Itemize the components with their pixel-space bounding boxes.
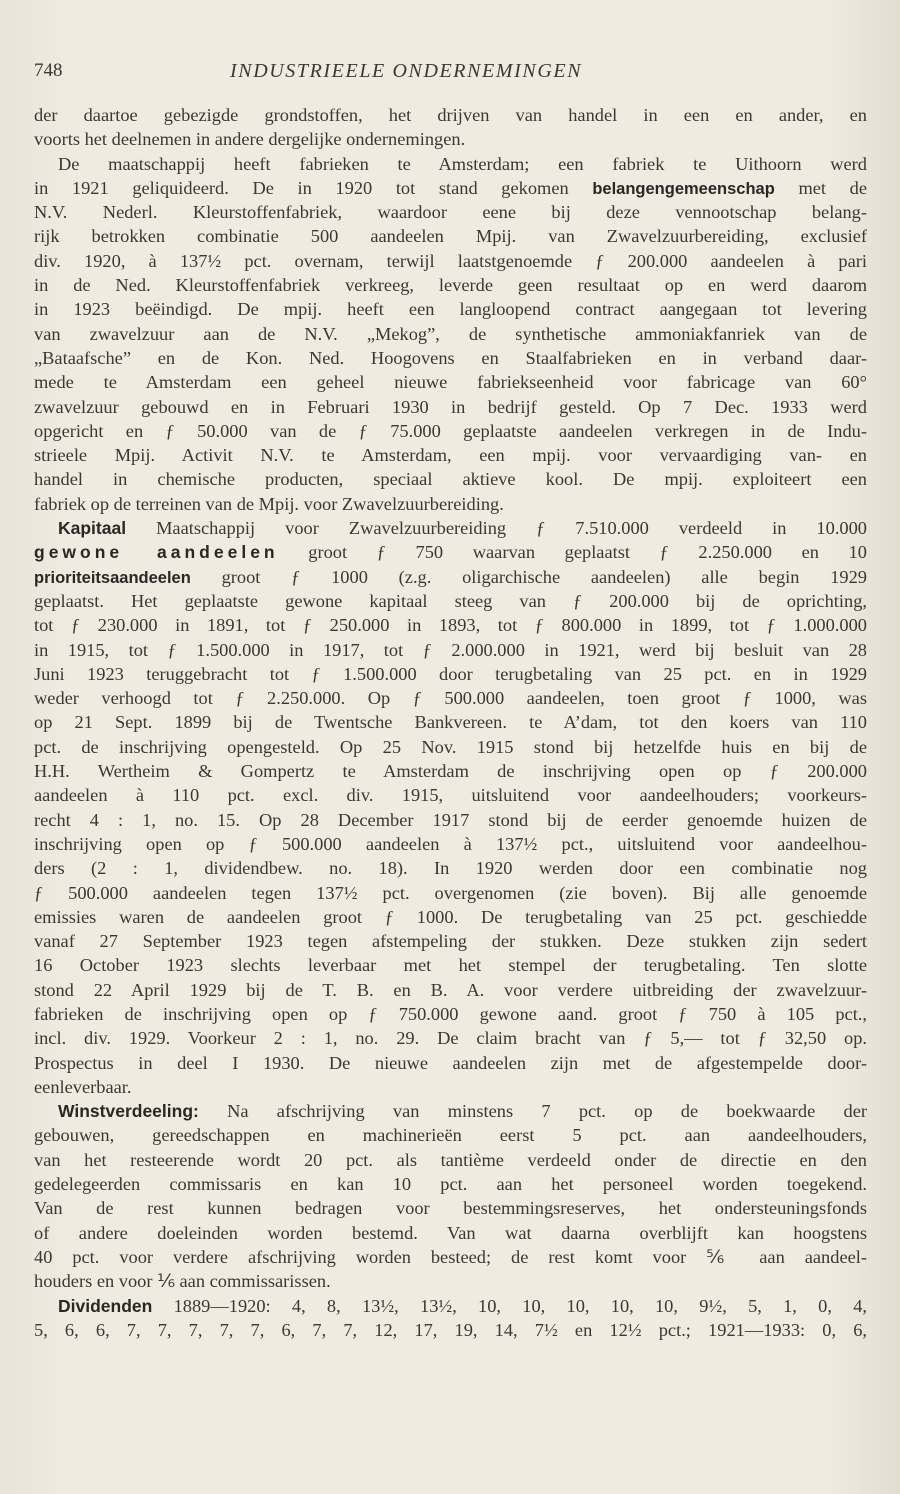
text-line <box>34 176 867 200</box>
text-line: 5, 6, 6, 7, 7, 7, 7, 7, 6, 7, 7, 12, 17, 19, 14, 7½ en 12½ pct.; 1921—1933: 0, 6, <box>34 1319 867 1340</box>
belangengemeenschap-term: belangengemeenschap <box>592 179 775 198</box>
text-line: div. 1920, à 137½ pct. overnam, terwijl laatstgenoemde ƒ 200.000 aandeelen à pari <box>34 250 867 271</box>
text-line: rijk betrokken combinatie 500 aandeelen Mpij. van Zwavelzuurbereiding, exclusief <box>34 226 867 247</box>
text-line: geplaatst. Het geplaatste gewone kapitaal steeg van ƒ 200.000 bij de oprichting, <box>34 590 867 611</box>
text-line: emissies waren de aandeelen groot ƒ 1000. De terugbetaling van 25 pct. geschiedde <box>34 906 867 927</box>
text-line: op 21 Sept. 1899 bij de Twentsche Bankvereen. te A’dam, tot den koers van 110 <box>34 712 867 733</box>
text-line: van zwavelzuur aan de N.V. „Mekog”, de synthetische ammoniakfanriek van de <box>34 323 867 344</box>
text-line: weder verhoogd tot ƒ 2.250.000. Op ƒ 500.000 aandeelen, toen groot ƒ 1000, was <box>34 688 867 709</box>
text-line: zwavelzuur gebouwd en in Februari 1930 in bedrijf gesteld. Op 7 Dec. 1933 werd <box>34 396 867 417</box>
text-line: Van de rest kunnen bedragen voor bestemmingsreserves, het ondersteuningsfonds <box>34 1198 867 1219</box>
text-line: Juni 1923 teruggebracht tot ƒ 1.500.000 door terugbetaling van 25 pct. en in 1929 <box>34 663 867 684</box>
text-line: „Bataafsche” en de Kon. Ned. Hoogovens en Staalfabrieken en in verband daar- <box>34 347 867 368</box>
section-dividenden <box>34 1294 867 1343</box>
text-line: houders en voor ⅙ aan commissarissen. <box>34 1271 331 1292</box>
text-line: 40 pct. voor verdere afschrijving worden besteed; de rest komt voor ⅚ aan aandeel- <box>34 1246 867 1267</box>
text-line: Prospectus in deel I 1930. De nieuwe aandeelen zijn met de afgestempelde door- <box>34 1052 867 1073</box>
text-line: fabriek op de terreinen van de Mpij. voor Zwavelzuurbereiding. <box>34 493 504 514</box>
text-line <box>34 1099 867 1123</box>
text-fragment: Na afschrijving van minstens 7 pct. op de boekwaarde der <box>227 1101 867 1122</box>
text-line: gedelegeerden commissaris en kan 10 pct. aan het personeel worden toegekend. <box>34 1174 867 1195</box>
running-head: INDUSTRIEELE ONDERNEMINGEN <box>230 60 583 82</box>
text-line: N.V. Nederl. Kleurstoffenfabriek, waardoor eene bij deze vennootschap belang- <box>34 202 867 223</box>
text-line: vanaf 27 September 1923 tegen afstempeling der stukken. Deze stukken zijn sedert <box>34 931 867 952</box>
page-number: 748 <box>34 60 63 81</box>
text-line: opgericht en ƒ 50.000 van de ƒ 75.000 geplaatste aandeelen verkregen in de Indu- <box>34 420 867 441</box>
section-kapitaal <box>34 516 867 1099</box>
gewone-aandeelen-term: gewone aandeelen <box>34 542 279 563</box>
text-line: in 1923 beëindigd. De mpij. heeft een langloopend contract aangegaan tot levering <box>34 299 867 320</box>
text-line: inschrijving open op ƒ 500.000 aandeelen à 137½ pct., uitsluitend voor aandeelhou- <box>34 833 867 854</box>
text-line: pct. de inschrijving opengesteld. Op 25 Nov. 1915 stond bij hetzelfde huis en bij de <box>34 736 867 757</box>
text-line: eenleverbaar. <box>34 1076 132 1097</box>
text-line: incl. div. 1929. Voorkeur 2 : 1, no. 29. De claim bracht van ƒ 5,— tot ƒ 32,50 op. <box>34 1028 867 1049</box>
text-line: 16 October 1923 slechts leverbaar met het stempel der terugbetaling. Ten slotte <box>34 955 867 976</box>
kapitaal-heading: Kapitaal <box>58 518 127 539</box>
text-line <box>34 540 867 564</box>
text-line: in de Ned. Kleurstoffenfabriek verkreeg, leverde geen resultaat op en werd daarom <box>34 275 867 296</box>
paragraph-history <box>34 152 867 516</box>
text-line: recht 4 : 1, no. 15. Op 28 December 1917 stond bij de eerder genoemde huizen de <box>34 809 867 830</box>
text-line: voorts het deelnemen in andere dergelijke ondernemingen. <box>34 129 466 150</box>
text-line: fabrieken de inschrijving open op ƒ 750.000 gewone aand. groot ƒ 750 à 105 pct., <box>34 1003 867 1024</box>
text-fragment: 1889—1920: 4, 8, 13½, 13½, 10, 10, 10, 10, 10, 9½, 5, 1, 0, 4, <box>173 1295 867 1316</box>
text-line: De maatschappij heeft fabrieken te Amsterdam; een fabriek te Uithoorn werd <box>58 153 867 174</box>
page-header <box>34 60 866 90</box>
text-line <box>34 1294 867 1318</box>
text-line: aandeelen à 110 pct. excl. div. 1915, uitsluitend voor aandeelhouders; voorkeurs- <box>34 785 867 806</box>
text-line: H.H. Wertheim & Gompertz te Amsterdam de inschrijving open op ƒ 200.000 <box>34 761 867 782</box>
text-line <box>34 516 867 540</box>
paragraph-purpose <box>34 103 867 152</box>
winstverdeeling-heading: Winstverdeeling: <box>58 1101 199 1122</box>
text-line: of andere doeleinden worden bestemd. Van wat daarna overblijft kan hoogstens <box>34 1222 867 1243</box>
text-line: van het resteerende wordt 20 pct. als tantième verdeeld onder de directie en den <box>34 1149 867 1170</box>
text-line: ders (2 : 1, dividendbew. no. 18). In 1920 werden door een combinatie nog <box>34 858 867 879</box>
text-line: gebouwen, gereedschappen en machinerieën eerst 5 pct. aan aandeelhouders, <box>34 1125 867 1146</box>
text-fragment: Maatschappij voor Zwavelzuurbereiding ƒ 7.510.000 verdeeld in 10.000 <box>156 518 867 539</box>
text-fragment: in 1921 geliquideerd. De in 1920 tot stand gekomen <box>34 177 569 198</box>
text-line: tot ƒ 230.000 in 1891, tot ƒ 250.000 in 1893, tot ƒ 800.000 in 1899, tot ƒ 1.000.000 <box>34 615 867 636</box>
section-winstverdeeling <box>34 1099 867 1293</box>
text-line: mede te Amsterdam een geheel nieuwe fabriekseenheid voor fabricage van 60° <box>34 372 867 393</box>
prioriteitsaandeelen-term: prioriteitsaandeelen <box>34 568 191 587</box>
page-body <box>34 103 867 1342</box>
text-line: der daartoe gebezigde grondstoffen, het drijven van handel in een en ander, en <box>34 105 867 125</box>
text-line: handel in chemische producten, speciaal aktieve kool. De mpij. exploiteert een <box>34 469 867 490</box>
text-line: stond 22 April 1929 bij de T. B. en B. A. voor verdere uitbreiding der zwavelzuur- <box>34 979 867 1000</box>
text-fragment: groot ƒ 750 waarvan geplaatst ƒ 2.250.000 en 10 <box>308 542 867 563</box>
text-line: in 1915, tot ƒ 1.500.000 in 1917, tot ƒ 2.000.000 in 1921, werd bij besluit van 28 <box>34 639 867 660</box>
dividenden-heading: Dividenden <box>58 1295 153 1316</box>
text-fragment: met de <box>798 177 867 198</box>
text-line: ƒ 500.000 aandeelen tegen 137½ pct. overgenomen (zie boven). Bij alle genoemde <box>34 882 867 903</box>
text-line: strieele Mpij. Activit N.V. te Amsterdam, een mpij. voor vervaardiging van- en <box>34 445 867 466</box>
text-fragment: groot ƒ 1000 (z.g. oligarchische aandeelen) alle begin 1929 <box>221 566 867 587</box>
text-line <box>34 565 867 589</box>
